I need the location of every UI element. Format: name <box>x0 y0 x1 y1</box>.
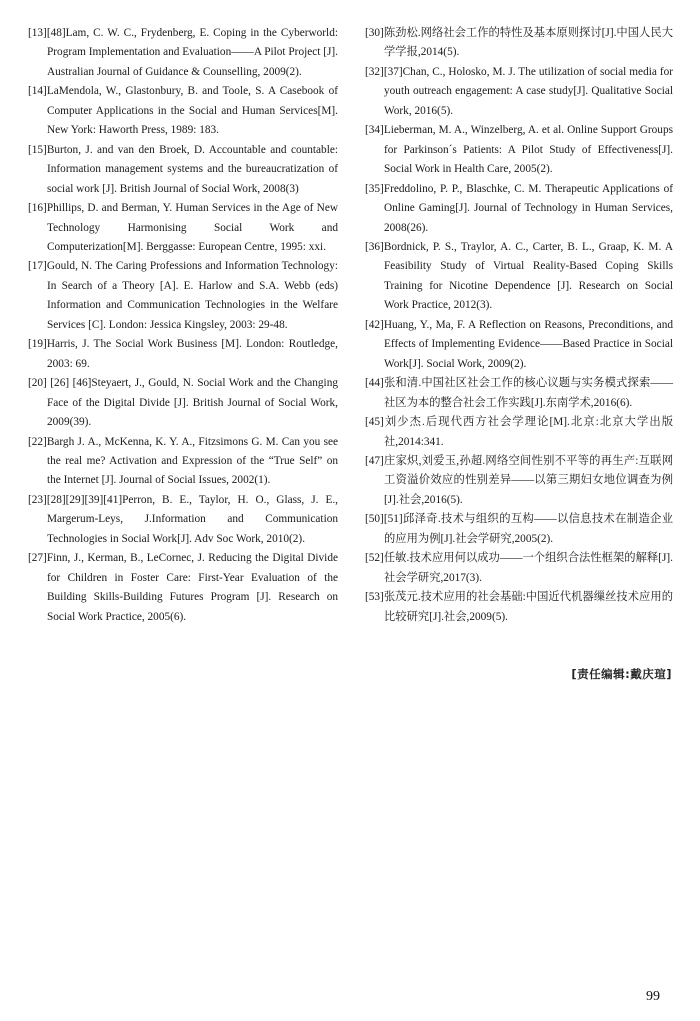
reference-entry: [35]Freddolino, P. P., Blaschke, C. M. Therapeutic Applications of Online Gaming[J]. Journal of Technology in Human Services, 2008(26). <box>365 182 673 234</box>
references-left-column <box>28 24 338 627</box>
reference-entry: [22]Bargh J. A., McKenna, K. Y. A., Fitzsimons G. M. Can you see the real me? Activation and Expression of the “True Self” on the Internet [J]. Journal of Social Issues, 2002(1). <box>28 435 338 487</box>
reference-entry: [44]张和清.中国社区社会工作的核心议题与实务模式探索——社区为本的整合社会工作实践[J].东南学术,2016(6). <box>365 377 673 409</box>
reference-entry: [19]Harris, J. The Social Work Business [M]. London: Routledge, 2003: 69. <box>28 338 338 370</box>
reference-entry: [14]LaMendola, W., Glastonbury, B. and Toole, S. A Casebook of Computer Applications in the Social and Human Services[M]. New York: Haworth Press, 1989: 183. <box>28 85 338 137</box>
reference-entry: [17]Gould, N. The Caring Professions and Information Technology: In Search of a Theory [A]. E. Harlow and S.A. Webb (eds) Information and Communication Technologies in the Welfare Services [C]. London: Jessica Kingsley, 2003: 29-48. <box>28 260 338 331</box>
reference-entry: [36]Bordnick, P. S., Traylor, A. C., Carter, B. L., Graap, K. M. A Feasibility Study of Virtual Reality-Based Coping Skills Training for Nicotine Dependence [J]. Research on Social Work Practice, 2012(3). <box>365 240 673 312</box>
reference-entry: [27]Finn, J., Kerman, B., LeCornec, J. Reducing the Digital Divide for Children in Foster Care: First-Year Evaluation of the Building Skills-Building Futures Program [J]. Research on Social Work Practice, 2005(6). <box>28 552 338 623</box>
reference-entry: [16]Phillips, D. and Berman, Y. Human Services in the Age of New Technology Harmonising Social Work and Computerization[M]. Berggasse: European Centre, 1995: xxi. <box>28 202 338 253</box>
reference-entry: [47]庄家炽,刘爱玉,孙超.网络空间性别不平等的再生产:互联网工资溢价效应的性别差异——以第三期妇女地位调查为例[J].社会,2016(5). <box>365 454 673 506</box>
reference-entry: [53]张茂元.技术应用的社会基础:中国近代机器缫丝技术应用的比较研究[J].社会,2009(5). <box>365 591 673 623</box>
reference-entry: [20] [26] [46]Steyaert, J., Gould, N. Social Work and the Changing Face of the Digital Divide [J]. British Journal of Social Work, 2009(39). <box>28 377 338 429</box>
responsible-editor-note: [责任编辑:戴庆瑄] <box>571 667 672 681</box>
reference-entry: [23][28][29][39][41]Perron, B. E., Taylor, H. O., Glass, J. E., Margerum-Leys, J.Information and Communication Technologies in Social Work[J]. Adv Soc Work, 2010(2). <box>28 493 338 545</box>
references-right-column <box>365 24 673 627</box>
reference-entry: [15]Burton, J. and van den Broek, D. Accountable and countable: Information management systems and the bureaucratization of social work [J]. British Journal of Social Work, 2008(3) <box>28 143 338 195</box>
reference-entry: [34]Lieberman, M. A., Winzelberg, A. et al. Online Support Groups for Parkinson´s Patients: A Pilot Study of Effectiveness[J]. Social Work in Health Care, 2005(2). <box>365 124 673 176</box>
reference-entry: [13][48]Lam, C. W. C., Frydenberg, E. Coping in the Cyberworld: Program Implementation and Evaluation——A Pilot Project [J]. Australian Journal of Guidance & Counselling, 2009(2). <box>28 27 338 78</box>
reference-entry: [45]刘少杰.后现代西方社会学理论[M].北京:北京大学出版社,2014:341. <box>365 416 673 448</box>
reference-entry: [42]Huang, Y., Ma, F. A Reflection on Reasons, Preconditions, and Effects of Implementing Evidence——Based Practice in Social Work[J]. Social Work, 2009(2). <box>365 318 673 370</box>
reference-entry: [32][37]Chan, C., Holosko, M. J. The utilization of social media for youth outreach engagement: A case study[J]. Qualitative Social Work, 2016(5). <box>365 65 673 117</box>
page-number: 99 <box>646 989 660 1004</box>
reference-entry: [30]陈劲松.网络社会工作的特性及基本原则探讨[J].中国人民大学学报,2014(5). <box>365 27 673 59</box>
reference-entry: [50][51]邱泽奇.技术与组织的互构——以信息技术在制造企业的应用为例[J].社会学研究,2005(2). <box>365 513 673 545</box>
reference-entry: [52]任敏.技术应用何以成功——一个组织合法性框架的解释[J].社会学研究,2017(3). <box>365 552 673 584</box>
